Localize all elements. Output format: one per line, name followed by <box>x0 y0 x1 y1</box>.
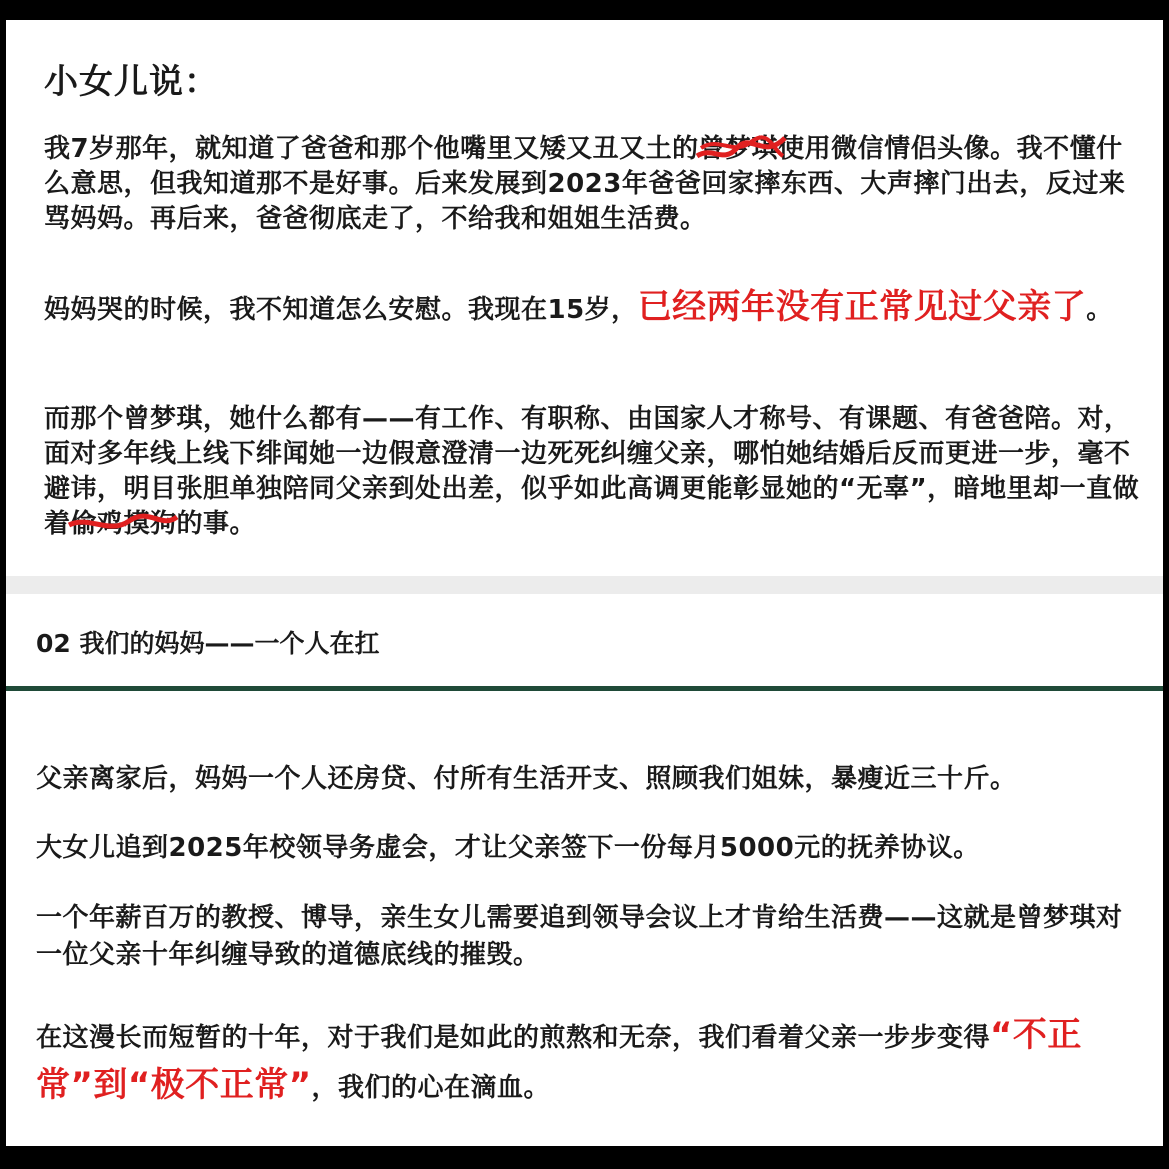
paragraph-7-end: ，我们的心在滴血。 <box>311 1073 551 1103</box>
paragraph-3-end: 的事。 <box>176 509 257 539</box>
paragraph-2-end: 。 <box>1086 295 1113 325</box>
paragraph-2 <box>44 284 1144 331</box>
section-heading: 小女儿说： <box>44 62 219 102</box>
section-title: 02 我们的妈妈——一个人在扛 <box>36 629 380 658</box>
paragraph-5: 大女儿追到2025年校领导务虚会，才让父亲签下一份每月5000元的抚养协议。 <box>36 833 980 863</box>
paragraph-7-text: 在这漫长而短暂的十年，对于我们是如此的煎熬和无奈，我们看着父亲一步步变得 <box>36 1023 991 1053</box>
post-card-bottom <box>6 594 1163 1146</box>
section-divider-gap <box>6 576 1163 594</box>
paragraph-6: 一个年薪百万的教授、博导，亲生女儿需要追到领导会议上才肯给生活费——这就是曾梦琪对一位父亲十年纠缠导致的道德底线的摧毁。 <box>36 903 1123 970</box>
paragraph-2-text: 妈妈哭的时候，我不知道怎么安慰。我现在15岁， <box>44 295 638 325</box>
highlighted-statement: 已经两年没有正常见过父亲了 <box>637 287 1087 327</box>
paragraph-7 <box>36 1010 1146 1110</box>
highlighted-quote: “不正常”到“极不正常” <box>36 1015 1082 1105</box>
section-rule <box>6 686 1163 691</box>
struck-phrase <box>71 507 177 542</box>
paragraph-1-text-b: 使用微信情侣头像。我不懂什么意思，但我知道那不是好事。后来发展到2023年爸爸回家摔东西、大声摔门出去，反过来骂妈妈。再后来，爸爸彻底走了，不给我和姐姐生活费。 <box>44 134 1126 234</box>
paragraph-3-text: 而那个曾梦琪，她什么都有——有工作、有职称、由国家人才称号、有课题、有爸爸陪。对，面对多年线上线下绯闻她一边假意澄清一边死死纠缠父亲，哪怕她结婚后反而更进一步，毫不避讳，明目张胆单独陪同父亲到处出差，似乎如此高调更能彰显她的“无辜”，暗地里却一直做着 <box>44 404 1140 539</box>
paragraph-4: 父亲离家后，妈妈一个人还房贷、付所有生活开支、照顾我们姐妹，暴瘦近三十斤。 <box>36 764 1017 794</box>
post-card-top <box>6 20 1163 576</box>
paragraph-3 <box>44 402 1144 542</box>
paragraph-1-text-a: 我7岁那年，就知道了爸爸和那个他嘴里又矮又丑又土的 <box>44 134 699 164</box>
struck-phrase-text: 偷鸡摸狗 <box>70 509 177 539</box>
struck-name <box>699 132 779 167</box>
paragraph-1 <box>44 132 1144 237</box>
struck-name-text: 曾梦琪 <box>698 134 779 164</box>
